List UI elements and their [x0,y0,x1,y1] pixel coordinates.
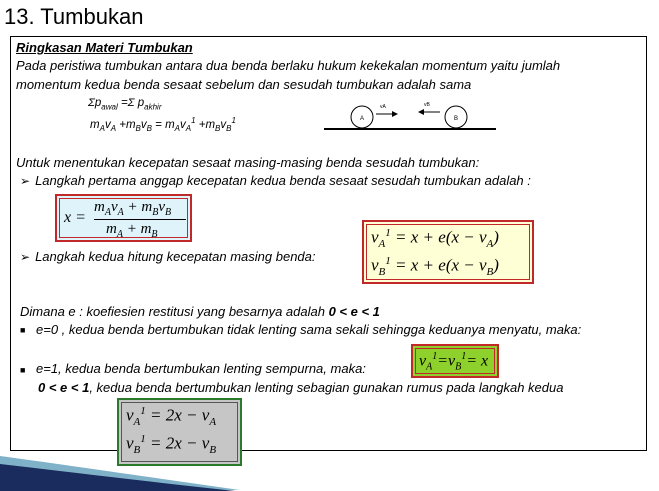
summary-heading: Ringkasan Materi Tumbukan [16,40,193,55]
label-vb: vB [424,102,430,108]
decorative-swoosh [0,446,240,491]
case-e0-text: e=0 , kedua benda bertumbukan tidak lenting sama sekali sehingga keduanya menyatu, maka: [36,322,582,337]
formula-equal-box: $v_A^1=v_B^1= x$ [411,344,499,378]
intro-line-1: Pada peristiwa tumbukan antara dua benda berlaku hukum kekekalan momentum yaitu jumlah [16,58,561,73]
slide-title: 13. Tumbukan [4,4,144,29]
square-bullet-icon: ■ [20,325,26,335]
arrow-vb-head [418,109,424,115]
momentum-full-equation: $m_Av_A +m_Bv_B = m_Av_A^1 +m_Bv_B^1$ [90,116,236,134]
formula-2x-box: $v_A^1 = 2x - v_A$ $v_B^1 = 2x - v_B$ [117,398,242,466]
step2-text: ➢ Langkah kedua hitung kecepatan masing benda: [20,249,316,264]
arrow-bullet-icon: ➢ [20,174,31,188]
step1-text: ➢ Langkah pertama anggap kecepatan kedua benda sesaat sesudah tumbukan adalah : [20,173,531,188]
case-e1-text: e=1, kedua benda bertumbukan lenting sempurna, maka: [36,361,366,376]
momentum-sum-equation: $\Sigma p_{awal} =\Sigma$ $p_{akhir}$ [88,97,162,112]
arrow-va-head [392,111,398,117]
formula-velocity-box: $v_A^1 = x + e(x - v_A)$ $v_B^1 = x + e(x - v_B)$ [362,220,534,284]
ball-b-label: B [453,116,459,122]
arrow-bullet-icon: ➢ [20,250,31,264]
restitution-text: Dimana e : koefiesien restitusi yang besarnya adalah 0 < e < 1 [20,304,380,319]
square-bullet-icon: ■ [20,365,26,375]
intro-velocity: Untuk menentukan kecepatan sesaat masing-masing benda sesudah tumbukan: [16,155,480,170]
collision-diagram [318,97,498,137]
formula-x-box: x = $m_Av_A + m_Bv_B$ $m_A + m_B$ [55,194,192,242]
intro-line-2: momentum kedua benda sesaat sebelum dan sesudah tumbukan adalah sama [16,77,472,92]
label-va: vA [380,104,386,110]
ball-a-label: A [359,116,365,122]
case-partial-text: 0 < e < 1, kedua benda bertumbukan lenting sebagian gunakan rumus pada langkah kedua [38,380,564,395]
